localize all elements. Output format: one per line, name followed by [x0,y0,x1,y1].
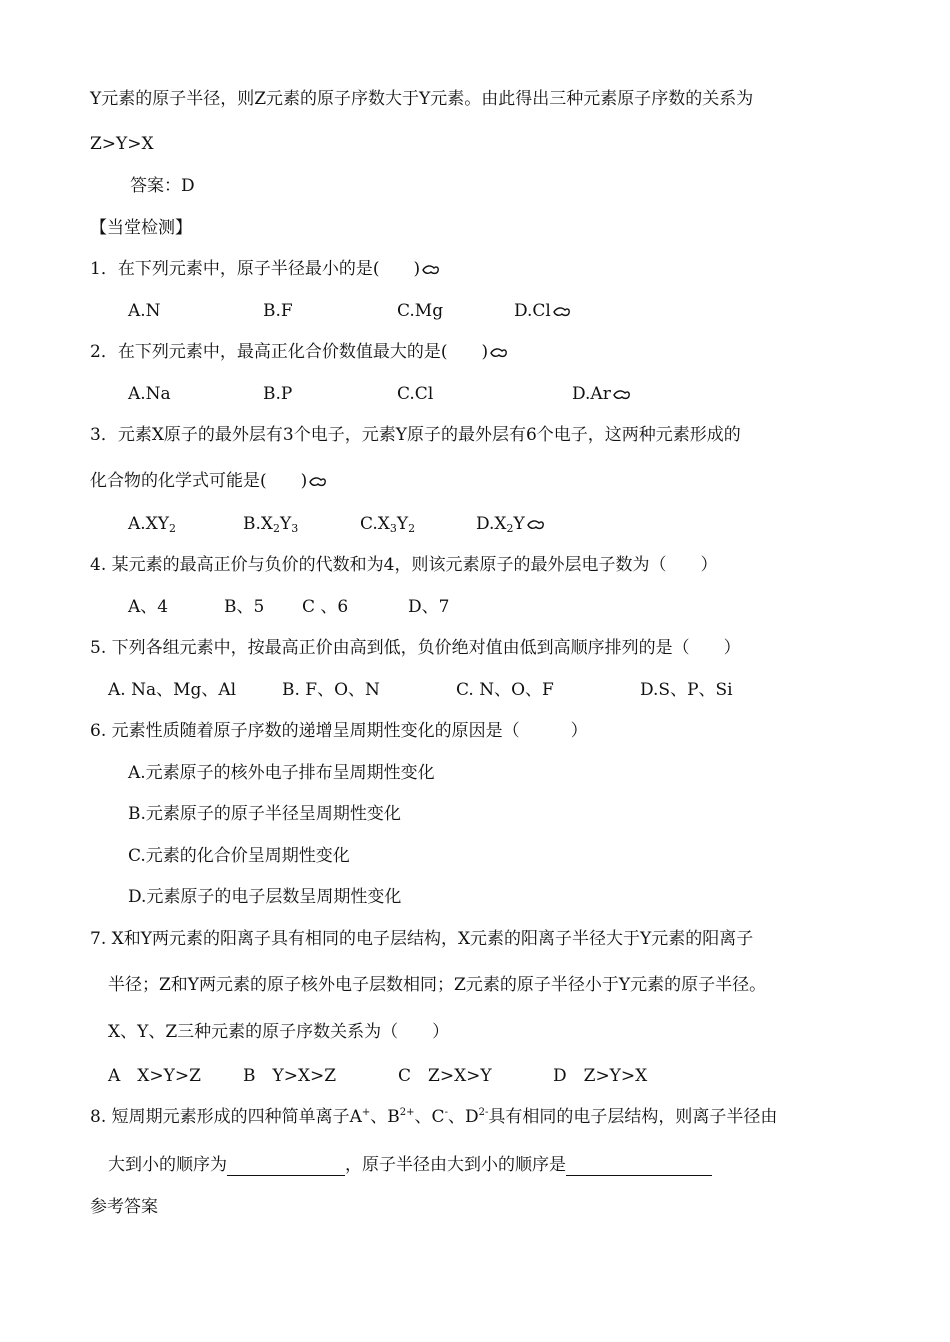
question-2-text: 2．在下列元素中，最高正化合价数值最大的是( ) [90,342,489,362]
question-4-option-d: D、7 [408,597,450,617]
question-7-option-c: C Z>X>Y [398,1066,492,1086]
intro-line-2: Z>Y>X [90,134,154,154]
question-2-stem [90,341,508,363]
question-4-option-c: C 、6 [302,597,349,617]
ion-radius-answer-blank[interactable] [227,1157,345,1176]
option-text: Y [396,514,409,534]
subscript: 2 [169,522,177,535]
question-3-stem-line-1: 3．元素X原子的最外层有3个电子，元素Y原子的最外层有6个电子，这两种元素形成的 [90,425,741,445]
section-title: 【当堂检测】 [90,218,192,238]
superscript: - [444,1107,448,1118]
question-1-option-d [514,300,571,322]
question-5-option-c: C. N、O、F [456,680,554,700]
q8-text: 8. 短周期元素形成的四种简单离子A [90,1107,362,1127]
subscript: 2 [273,522,280,535]
question-1-option-d-text: D.Cl [514,301,551,321]
intro-answer: 答案：D [130,176,195,196]
question-7-option-a: A X>Y>Z [108,1066,201,1086]
hand-mark-icon [422,262,440,276]
question-3-option-c [360,513,415,535]
question-4-stem: 4. 某元素的最高正价与负价的代数和为4，则该元素原子的最外层电子数为（ ） [90,555,718,575]
question-2-option-b: B.P [263,384,293,404]
question-1-option-b: B.F [263,301,293,321]
question-6-option-c: C.元素的化合价呈周期性变化 [128,846,350,866]
question-3-option-a [128,513,176,535]
subscript: 3 [291,522,299,535]
question-4-option-b: B、5 [224,597,265,617]
question-8-stem-line-1 [90,1106,777,1128]
question-6-option-d: D.元素原子的电子层数呈周期性变化 [128,887,402,907]
question-2-option-c: C.Cl [397,384,434,404]
question-2-option-d [572,383,631,405]
question-2-option-d-text: D.Ar [572,384,611,404]
question-1-stem [90,258,440,280]
option-text: Y [280,514,292,534]
hand-mark-icon [613,387,631,401]
subscript: 2 [408,522,416,535]
question-5-option-b: B. F、O、N [282,680,380,700]
question-7-option-d: D Z>Y>X [553,1066,648,1086]
question-3-option-d [476,513,545,535]
question-7-option-b: B Y>X>Z [243,1066,337,1086]
question-5-stem: 5. 下列各组元素中，按最高正价由高到低，负价绝对值由低到高顺序排列的是（ ） [90,638,741,658]
atom-radius-answer-blank[interactable] [566,1157,712,1176]
subscript: 3 [389,522,397,535]
hand-mark-icon [553,304,571,318]
option-text: D.X [476,514,507,534]
intro-line-1: Y元素的原子半径，则Z元素的原子序数大于Y元素。由此得出三种元素原子序数的关系为 [90,89,754,109]
question-1-text: 1．在下列元素中，原子半径最小的是( ) [90,259,421,279]
question-7-stem-line-3: X、Y、Z三种元素的原子序数关系为（ ） [108,1022,450,1042]
superscript: 2- [478,1107,489,1118]
question-3-text: 化合物的化学式可能是( ) [90,471,308,491]
reference-answer-heading: 参考答案 [90,1197,158,1217]
subscript: 2 [506,522,514,535]
option-text: A.XY [128,514,170,534]
question-4-option-a: A、4 [128,597,169,617]
hand-mark-icon [527,517,545,531]
question-3-option-b [243,513,298,535]
question-6-stem: 6. 元素性质随着原子序数的递增呈周期性变化的原因是（ ） [90,721,588,741]
q8-text: ，原子半径由大到小的顺序是 [345,1155,566,1175]
question-1-option-c: C.Mg [397,301,444,321]
question-5-option-d: D.S、P、Si [640,680,733,700]
question-1-option-a: A.N [128,301,161,321]
hand-mark-icon [490,345,508,359]
question-3-stem-line-2 [90,470,327,492]
q8-text: 、C [414,1107,445,1127]
superscript: 2+ [399,1107,415,1118]
question-7-stem-line-2: 半径；Z和Y两元素的原子核外电子层数相同；Z元素的原子半径小于Y元素的原子半径。 [108,975,767,995]
q8-text: 大到小的顺序为 [108,1155,227,1175]
superscript: + [361,1107,371,1118]
question-6-option-a: A.元素原子的核外电子排布呈周期性变化 [128,763,435,783]
hand-mark-icon [309,474,327,488]
option-text: C.X [360,514,390,534]
question-2-option-a: A.Na [128,384,171,404]
q8-text: 、D [447,1107,479,1127]
q8-text: 、B [370,1107,400,1127]
option-text: B.X [243,514,273,534]
question-7-stem-line-1: 7. X和Y两元素的阳离子具有相同的电子层结构，X元素的阳离子半径大于Y元素的阳离子 [90,929,754,949]
option-text: Y [513,514,525,534]
question-5-option-a: A. Na、Mg、Al [108,680,237,700]
q8-text: 具有相同的电子层结构，则离子半径由 [488,1107,778,1127]
question-6-option-b: B.元素原子的原子半径呈周期性变化 [128,804,401,824]
question-8-stem-line-2 [108,1154,712,1176]
